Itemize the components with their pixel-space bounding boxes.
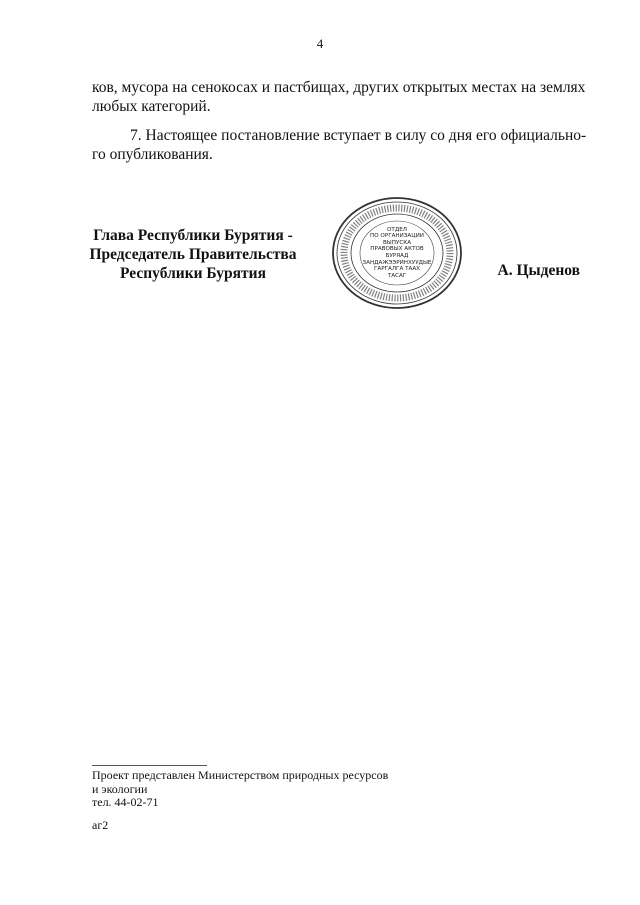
seal-text-line: ПО ОРГАНИЗАЦИИ [370,233,424,240]
signatory-title-line: Республики Бурятия [120,265,266,282]
paragraph-clause-7 [92,126,587,164]
seal-text-line: ЗАНДАЖЭЭРИНХУУДЫЕ [362,259,432,266]
paragraph-line: любых категорий. [92,98,211,115]
footnote-block [92,769,472,810]
footnote-line: и экологии [92,781,148,796]
paragraph-line-text: ков, мусора на сенокосах и пастбищах, других открытых местах на землях [92,79,586,96]
footnote-phone: тел. 44-02-71 [92,795,159,809]
seal-text-line: ВЫПУСКА [382,239,412,246]
paragraph-line [92,78,586,97]
seal-text-line: ОТДЕЛ [387,226,407,233]
seal-center-text [362,218,432,288]
signatory-title [78,226,308,283]
paragraph-continuation [92,78,586,116]
signatory-name: А. Цыденов [497,262,580,279]
footnote-divider [92,765,207,766]
paragraph-line: го опубликования. [92,146,213,163]
seal-text-line: ГАРГАЛГА ТААХ [374,266,420,273]
page-number: 4 [316,36,324,51]
signatory-title-line: Председатель Правительства [89,246,297,263]
seal-text-line: БУРЯАД [385,253,409,259]
official-seal-stamp [329,194,465,312]
document-code: аг2 [92,818,109,832]
seal-text-line: ТАСАГ [387,272,407,279]
signatory-title-line: Глава Республики Бурятия - [93,227,293,244]
footnote-line: Проект представлен Министерством природных ресурсов [92,768,389,782]
paragraph-line: 7. Настоящее постановление вступает в силу со дня его официально- [130,127,587,144]
seal-text-line: ПРАВОВЫХ АКТОВ [370,246,424,253]
